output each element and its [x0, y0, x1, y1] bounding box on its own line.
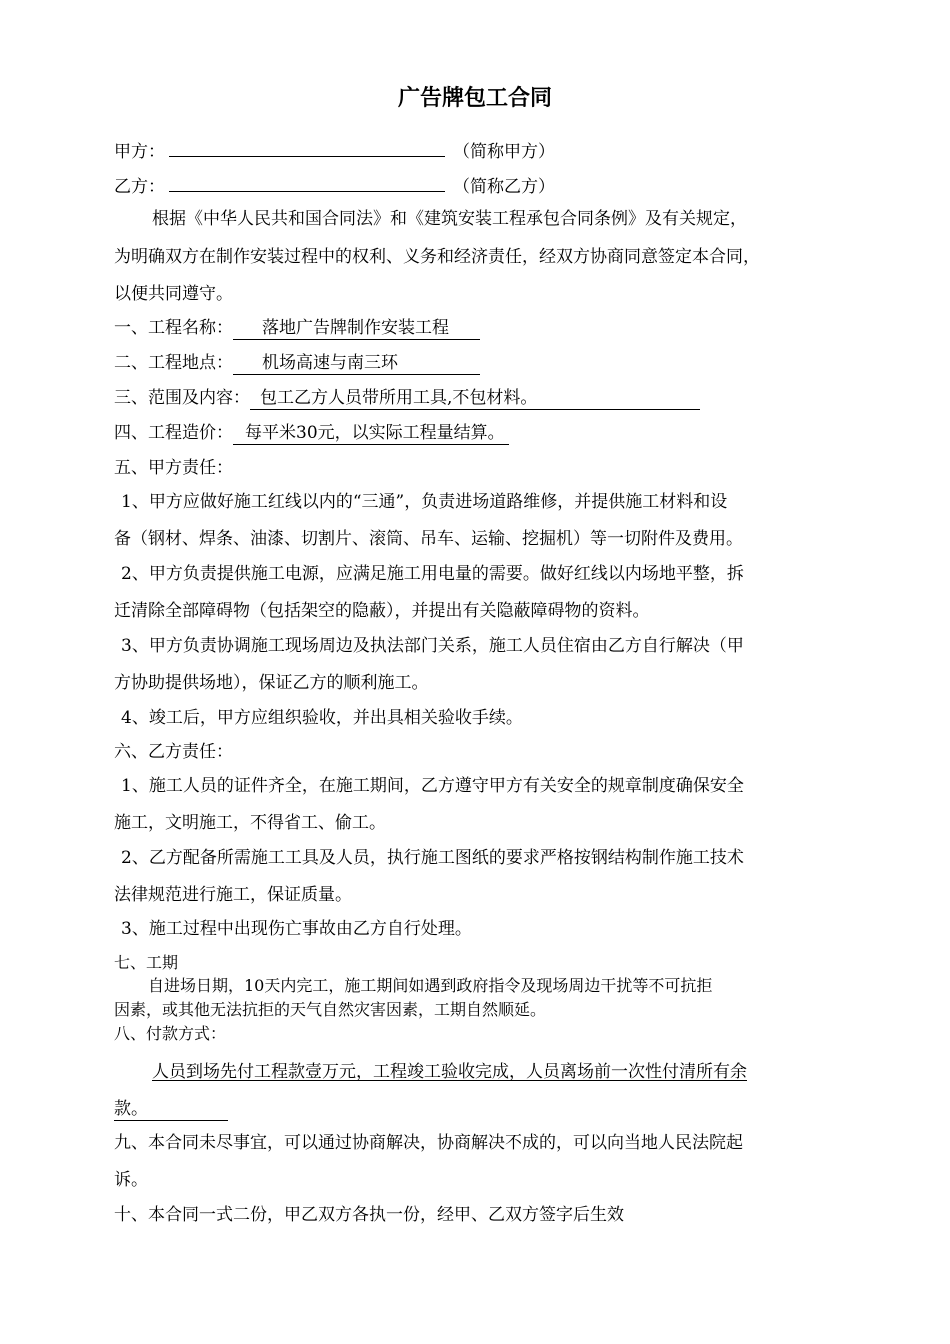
- clause-line: 方协助提供场地），保证乙方的顺利施工。: [114, 673, 429, 693]
- clause-line: 4、竣工后，甲方应组织验收，并出具相关验收手续。: [121, 708, 523, 728]
- scope-label: 三、范围及内容：: [114, 388, 250, 408]
- clause-line: 自进场日期，10天内完工，施工期间如遇到政府指令及现场周边干扰等不可抗拒: [148, 976, 713, 995]
- section-heading: 八、付款方式：: [114, 1024, 227, 1043]
- clause-line: 2、乙方配备所需施工工具及人员，执行施工图纸的要求严格按钢结构制作施工技术: [121, 848, 744, 868]
- section-heading: 六、乙方责任：: [114, 742, 233, 762]
- clause-line: 迁清除全部障碍物（包括架空的隐蔽），并提出有关隐蔽障碍物的资料。: [114, 601, 650, 621]
- section-heading: 七、工期: [114, 953, 179, 972]
- payment-line: [152, 1060, 747, 1084]
- clause-line: 备（钢材、焊条、油漆、切割片、滚筒、吊车、运输、挖掘机）等一切附件及费用。: [114, 529, 743, 549]
- clause-line: 施工，文明施工，不得省工、偷工。: [114, 813, 386, 833]
- party-a-line: [114, 137, 555, 164]
- clause-line: 3、施工过程中出现伤亡事故由乙方自行处理。: [121, 919, 472, 939]
- preamble-line: 为明确双方在制作安装过程中的权利、义务和经济责任，经双方协商同意签定本合同，: [114, 247, 760, 267]
- payment-terms: 人员到场先付工程款壹万元，工程竣工验收完成，人员离场前一次性付清所有余: [152, 1062, 747, 1082]
- preamble-line: 根据《中华人民共和国合同法》和《建筑安装工程承包合同条例》及有关规定，: [152, 209, 747, 229]
- party-b-label: 乙方：: [114, 177, 165, 197]
- party-b-note: （简称乙方）: [453, 177, 555, 197]
- section-heading: 五、甲方责任：: [114, 458, 233, 478]
- clause-line: 十、本合同一式二份，甲乙双方各执一份，经甲、乙双方签字后生效: [114, 1205, 624, 1225]
- clause-line: 3、甲方负责协调施工现场周边及执法部门关系，施工人员住宿由乙方自行解决（甲: [121, 636, 744, 656]
- party-b-blank[interactable]: [169, 172, 445, 192]
- document-title: 广告牌包工合同: [397, 86, 552, 111]
- scope-line: [114, 386, 700, 410]
- cost-label: 四、工程造价：: [114, 423, 233, 443]
- cost-line: [114, 421, 509, 445]
- project-name-line: [114, 316, 480, 340]
- party-a-note: （简称甲方）: [453, 142, 555, 162]
- clause-line: 九、本合同未尽事宜，可以通过协商解决，协商解决不成的，可以向当地人民法院起: [114, 1133, 743, 1153]
- clause-line: 诉。: [114, 1170, 148, 1190]
- preamble-line: 以便共同遵守。: [114, 284, 233, 304]
- party-b-line: [114, 172, 555, 199]
- project-location-value: 机场高速与南三环: [233, 352, 480, 375]
- clause-line: 1、甲方应做好施工红线以内的“三通”，负责进场道路维修，并提供施工材料和设: [121, 492, 728, 512]
- payment-line: [114, 1097, 228, 1121]
- payment-terms: 款。: [114, 1098, 228, 1121]
- scope-value: 包工乙方人员带所用工具,不包材料。: [250, 387, 700, 410]
- project-location-line: [114, 351, 480, 375]
- cost-value: 每平米30元，以实际工程量结算。: [233, 422, 509, 445]
- clause-line: 1、施工人员的证件齐全，在施工期间，乙方遵守甲方有关安全的规章制度确保安全: [121, 776, 744, 796]
- project-name-label: 一、工程名称：: [114, 318, 233, 338]
- party-a-label: 甲方：: [114, 142, 165, 162]
- project-location-label: 二、工程地点：: [114, 353, 233, 373]
- clause-line: 2、甲方负责提供施工电源，应满足施工用电量的需要。做好红线以内场地平整，拆: [121, 564, 744, 584]
- party-a-blank[interactable]: [169, 137, 445, 157]
- clause-line: 因素，或其他无法抗拒的天气自然灾害因素，工期自然顺延。: [114, 1000, 547, 1019]
- clause-line: 法律规范进行施工，保证质量。: [114, 885, 352, 905]
- project-name-value: 落地广告牌制作安装工程: [233, 317, 480, 340]
